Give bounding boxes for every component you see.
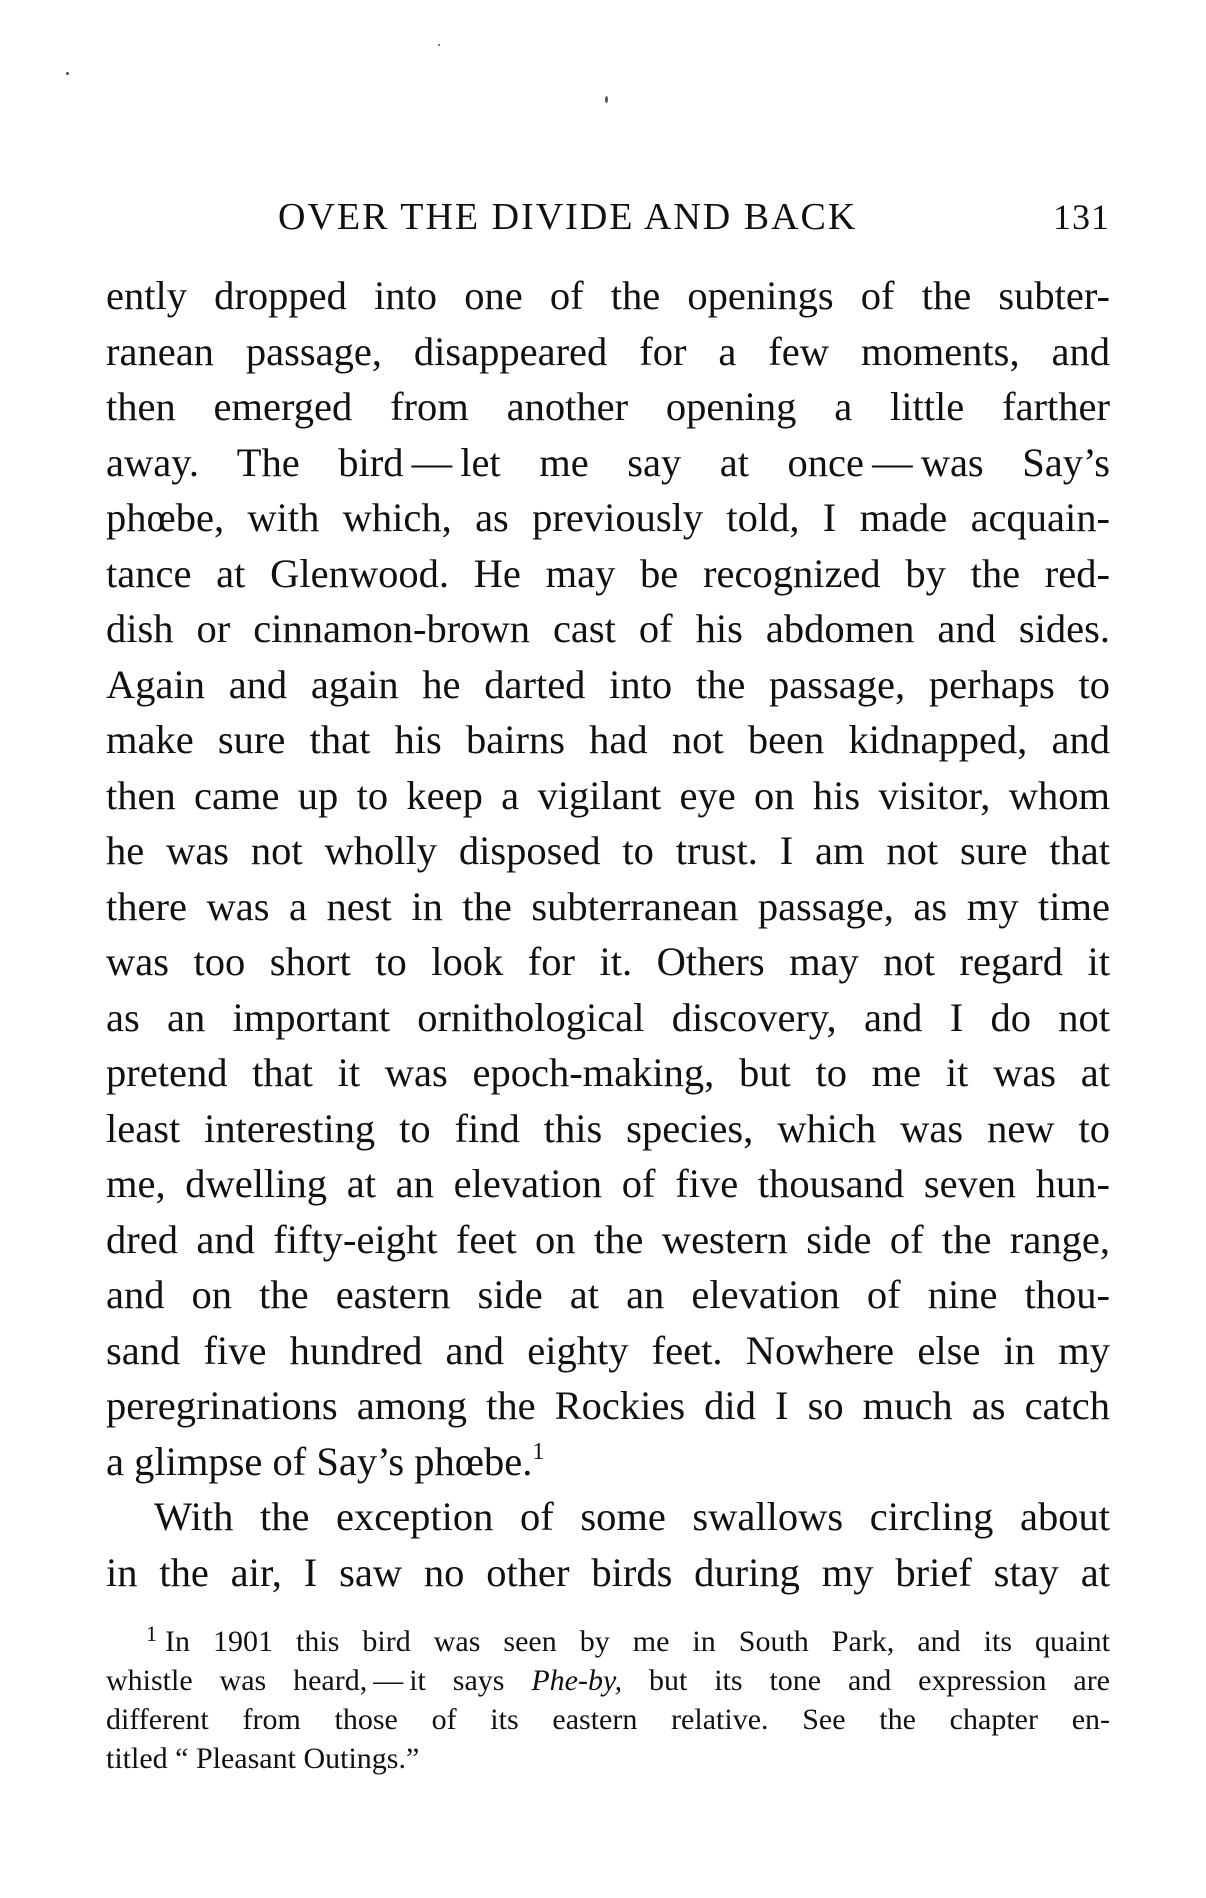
print-speck xyxy=(438,44,440,46)
footnote-line: different from those of its eastern relative. See the chapter en- xyxy=(106,1703,1110,1736)
footnote-reference[interactable]: 1 xyxy=(532,1438,545,1465)
paragraph-first-line: With the exception of some swallows circling about xyxy=(154,1494,1110,1539)
print-speck xyxy=(605,96,608,103)
text-line: Again and again he darted into the passage, perhaps to xyxy=(106,661,1110,707)
text-line: there was a nest in the subterranean passage, as my time xyxy=(106,883,1110,929)
text-line: then came up to keep a vigilant eye on his visitor, whom xyxy=(106,772,1110,818)
text-line-content: a glimpse of Say’s phœbe. xyxy=(106,1438,533,1484)
footnote-line xyxy=(106,1661,1110,1700)
text-line: phœbe, with which, as previously told, I made acquain- xyxy=(106,495,1110,540)
text-line: dred and fifty-eight feet on the western side of the range, xyxy=(106,1216,1110,1262)
text-line: make sure that his bairns had not been kidnapped, and xyxy=(106,717,1110,762)
print-speck xyxy=(66,72,69,75)
text-line: and on the eastern side at an elevation of nine thou- xyxy=(106,1272,1110,1317)
text-line: peregrinations among the Rockies did I so much as catch xyxy=(106,1383,1110,1428)
bird-call-text: Phe-by, xyxy=(531,1664,623,1697)
text-line: he was not wholly disposed to trust. I am not sure that xyxy=(106,828,1110,873)
text-line: was too short to look for it. Others may not regard it xyxy=(106,939,1110,984)
text-line: as an important ornithological discovery, and I do not xyxy=(106,994,1110,1040)
page-number: 131 xyxy=(1053,197,1110,237)
text-line: least interesting to find this species, which was new to xyxy=(106,1105,1110,1151)
text-line: ranean passage, disappeared for a few moments, and xyxy=(106,328,1110,374)
text-line xyxy=(106,1434,1110,1490)
text-line: in the air, I saw no other birds during my brief stay at xyxy=(106,1549,1110,1595)
text-line: ently dropped into one of the openings of the subter- xyxy=(106,273,1110,318)
footnote-line xyxy=(106,1622,1110,1661)
text-line: pretend that it was epoch-making, but to me it was at xyxy=(106,1050,1110,1095)
running-title: OVER THE DIVIDE AND BACK xyxy=(278,196,858,238)
text-line: dish or cinnamon-brown cast of his abdomen and sides. xyxy=(106,606,1110,651)
text-line: me, dwelling at an elevation of five thousand seven hun- xyxy=(106,1161,1110,1206)
footnote-marker: 1 xyxy=(146,1621,157,1646)
footnote xyxy=(106,1622,1110,1778)
footnote-line-text: whistle was heard, — it says xyxy=(106,1664,532,1697)
footnote-line-text: but its tone and expression are xyxy=(622,1664,1110,1697)
page-header xyxy=(100,192,1110,242)
footnote-line-text: In 1901 this bird was seen by me in South Park, and its quaint xyxy=(165,1625,1110,1658)
body-text xyxy=(106,268,1110,1600)
text-line: away. The bird — let me say at once — was Say’s xyxy=(106,439,1110,485)
text-line: then emerged from another opening a little farther xyxy=(106,384,1110,429)
text-line: tance at Glenwood. He may be recognized by the red- xyxy=(106,550,1110,596)
footnote-line: titled “ Pleasant Outings.” xyxy=(106,1742,420,1775)
text-line: sand five hundred and eighty feet. Nowhere else in my xyxy=(106,1327,1110,1373)
